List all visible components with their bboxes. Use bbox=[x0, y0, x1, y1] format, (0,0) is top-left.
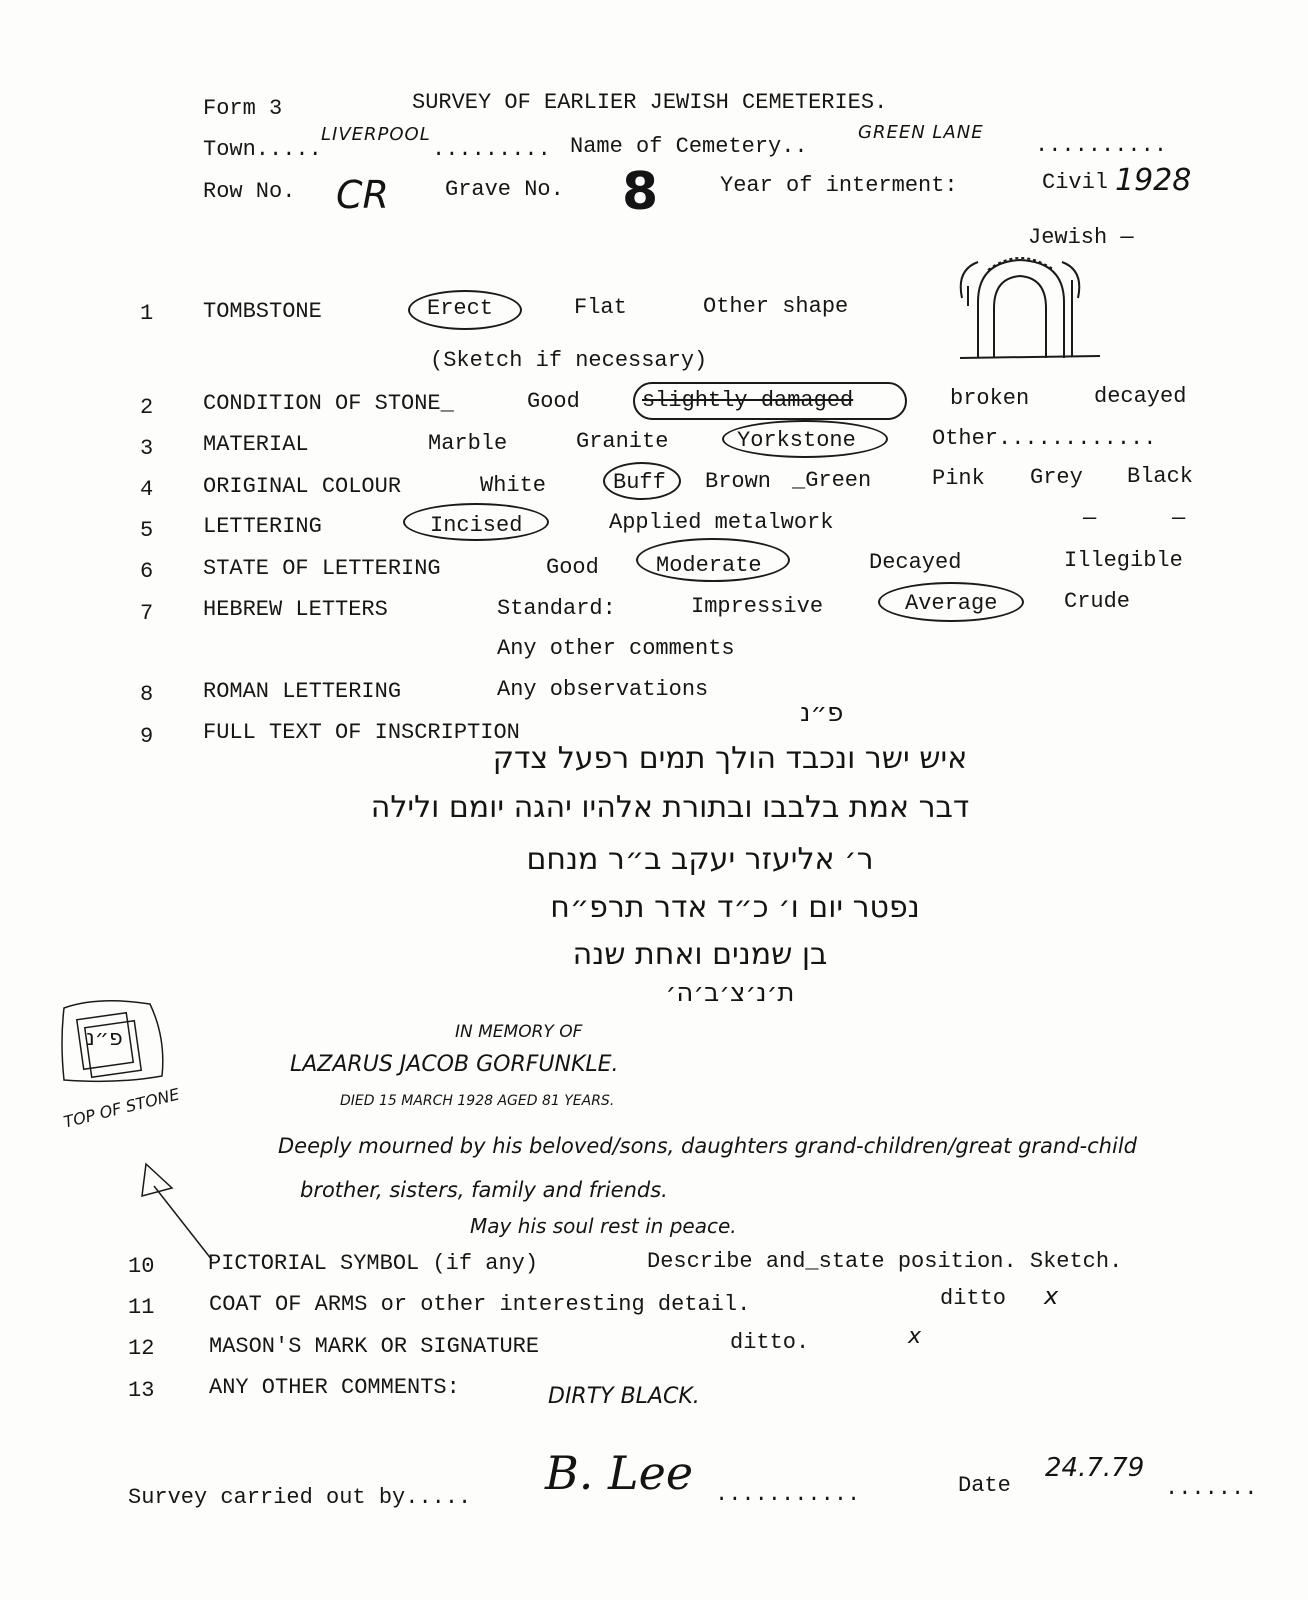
cemetery-dots: .......... bbox=[1035, 133, 1168, 158]
form-number: Form 3 bbox=[203, 96, 283, 121]
form-title: SURVEY OF EARLIER JEWISH CEMETERIES. bbox=[412, 90, 888, 115]
english-inscription-line: LAZARUS JACOB GORFUNKLE. bbox=[290, 1052, 619, 1077]
option-decayed: Decayed bbox=[869, 550, 962, 575]
option-granite: Granite bbox=[576, 429, 669, 454]
roman-observations-note: Any observations bbox=[497, 677, 709, 702]
ditto-text: ditto bbox=[940, 1286, 1007, 1311]
side-sketch-glyph: פ״נ bbox=[86, 1026, 123, 1051]
option-illegible: Illegible bbox=[1064, 548, 1183, 573]
item-number: 4 bbox=[140, 477, 154, 502]
date-label: Date bbox=[958, 1473, 1011, 1498]
date-value: 24.7.79 bbox=[1045, 1453, 1145, 1483]
option-other: Other............ bbox=[932, 426, 1157, 451]
hebrew-inscription-heading: פ״נ bbox=[800, 698, 844, 728]
item-label-tombstone: TOMBSTONE bbox=[203, 299, 322, 324]
selection-circle bbox=[878, 582, 1024, 622]
option-marble: Marble bbox=[428, 431, 508, 456]
option-decayed: decayed bbox=[1094, 384, 1187, 409]
english-inscription-line: IN MEMORY OF bbox=[455, 1022, 583, 1042]
jewish-label: Jewish — bbox=[1028, 225, 1134, 250]
other-comments-value: DIRTY BLACK. bbox=[548, 1384, 700, 1409]
town-dots: ......... bbox=[432, 137, 551, 162]
option-buff: Buff bbox=[613, 470, 666, 495]
item-label-state-of-lettering: STATE OF LETTERING bbox=[203, 556, 441, 581]
item-number: 6 bbox=[140, 559, 154, 584]
surveyor-dots: ........... bbox=[715, 1482, 861, 1507]
item-label-other-comments: ANY OTHER COMMENTS: bbox=[209, 1375, 460, 1400]
hebrew-comments-note: Any other comments bbox=[497, 636, 735, 661]
dash-mark: — bbox=[1083, 506, 1097, 531]
town-label: Town..... bbox=[203, 137, 322, 162]
ditto-text: ditto. bbox=[730, 1330, 810, 1355]
hebrew-inscription-line: איש ישר ונכבד הולך תמים רפעל צדק bbox=[492, 741, 968, 776]
grave-label: Grave No. bbox=[445, 177, 564, 202]
sketch-note: (Sketch if necessary) bbox=[430, 348, 708, 373]
item-label-roman-lettering: ROMAN LETTERING bbox=[203, 679, 402, 704]
option-broken: broken bbox=[950, 386, 1030, 411]
option-white: White bbox=[480, 473, 547, 498]
surveyor-label: Survey carried out by..... bbox=[128, 1485, 472, 1510]
hebrew-inscription-line: דבר אמת בלבבו ובתורת אלהיו יהגה יומם ולילה bbox=[370, 790, 970, 825]
option-yorkstone: Yorkstone bbox=[737, 428, 856, 453]
cemetery-label: Name of Cemetery.. bbox=[570, 134, 808, 159]
item-label-pictorial-symbol: PICTORIAL SYMBOL (if any) bbox=[208, 1251, 539, 1276]
item-label-full-text: FULL TEXT OF INSCRIPTION bbox=[203, 720, 520, 745]
item-label-colour: ORIGINAL COLOUR bbox=[203, 474, 402, 499]
hebrew-inscription-line: נפטר יום ו׳ כ״ד אדר תרפ״ח bbox=[550, 890, 920, 925]
item-label-condition: CONDITION OF STONE_ bbox=[203, 391, 454, 416]
option-green: _Green bbox=[792, 468, 872, 493]
option-erect: Erect bbox=[427, 296, 494, 321]
option-black: Black bbox=[1127, 464, 1194, 489]
selection-circle bbox=[603, 462, 681, 500]
hebrew-inscription-line: בן שמנים ואחת שנה bbox=[572, 937, 828, 972]
item-number: 3 bbox=[140, 436, 154, 461]
item-label-masons-mark: MASON'S MARK OR SIGNATURE bbox=[209, 1334, 540, 1359]
option-average: Average bbox=[905, 591, 998, 616]
english-inscription-line: Deeply mourned by his beloved/sons, daughters grand-children/great grand-child bbox=[278, 1134, 1137, 1158]
item-number: 12 bbox=[128, 1336, 155, 1361]
surveyor-signature: B. Lee bbox=[545, 1446, 694, 1500]
year-label: Year of interment: bbox=[720, 173, 958, 198]
item-number: 7 bbox=[140, 601, 154, 626]
item-number: 8 bbox=[140, 682, 154, 707]
pictorial-symbol-note: Describe and_state position. Sketch. bbox=[647, 1249, 1123, 1274]
option-good: Good bbox=[527, 389, 580, 414]
option-brown: Brown bbox=[705, 469, 772, 494]
option-other-shape: Other shape bbox=[703, 294, 849, 319]
option-impressive: Impressive bbox=[691, 594, 824, 619]
selection-circle bbox=[403, 503, 549, 541]
hebrew-inscription-line: ר׳ אליעזר יעקב ב״ר מנחם bbox=[526, 842, 874, 877]
english-inscription-line: May his soul rest in peace. bbox=[470, 1214, 737, 1238]
top-of-stone-note: TOP OF STONE bbox=[61, 1084, 182, 1132]
english-inscription-line: DIED 15 MARCH 1928 AGED 81 YEARS. bbox=[340, 1093, 615, 1109]
option-incised: Incised bbox=[430, 513, 523, 538]
hebrew-inscription-line: ת׳נ׳צ׳ב׳ה׳ bbox=[665, 978, 795, 1008]
row-label: Row No. bbox=[203, 179, 296, 204]
item-number: 1 bbox=[140, 301, 154, 326]
option-slightly-damaged: slightly damaged bbox=[642, 388, 854, 413]
selection-circle bbox=[636, 538, 790, 582]
selection-circle bbox=[408, 290, 522, 330]
option-applied-metalwork: Applied metalwork bbox=[609, 510, 834, 535]
option-grey: Grey bbox=[1030, 465, 1083, 490]
item-label-coat-of-arms: COAT OF ARMS or other interesting detail. bbox=[209, 1292, 751, 1317]
option-good: Good bbox=[546, 555, 599, 580]
option-crude: Crude bbox=[1064, 589, 1131, 614]
option-moderate: Moderate bbox=[656, 553, 762, 578]
item-label-lettering: LETTERING bbox=[203, 514, 322, 539]
civil-value: 1928 bbox=[1115, 163, 1192, 198]
item-number: 10 bbox=[128, 1254, 155, 1279]
grave-value: 8 bbox=[622, 162, 659, 222]
dash-mark: — bbox=[1172, 506, 1186, 531]
item-label-hebrew-letters: HEBREW LETTERS bbox=[203, 597, 388, 622]
item-label-material: MATERIAL bbox=[203, 432, 309, 457]
item-number: 11 bbox=[128, 1295, 155, 1320]
item-number: 13 bbox=[128, 1378, 155, 1403]
row-value: CR bbox=[336, 173, 389, 217]
date-dots: ....... bbox=[1165, 1476, 1258, 1501]
town-value: LIVERPOOL bbox=[321, 124, 431, 145]
item-number: 2 bbox=[140, 395, 154, 420]
cemetery-value: GREEN LANE bbox=[858, 122, 984, 143]
x-mark: x bbox=[908, 1324, 922, 1349]
selection-circle bbox=[633, 382, 907, 420]
option-pink: Pink bbox=[932, 466, 985, 491]
x-mark: x bbox=[1044, 1282, 1059, 1310]
option-standard: Standard: bbox=[497, 596, 616, 621]
selection-circle bbox=[722, 420, 888, 458]
english-inscription-line: brother, sisters, family and friends. bbox=[300, 1178, 668, 1202]
item-number: 5 bbox=[140, 518, 154, 543]
item-number: 9 bbox=[140, 724, 154, 749]
tombstone-sketch-icon bbox=[960, 240, 1110, 370]
option-flat: Flat bbox=[574, 295, 627, 320]
civil-label: Civil bbox=[1042, 170, 1109, 195]
